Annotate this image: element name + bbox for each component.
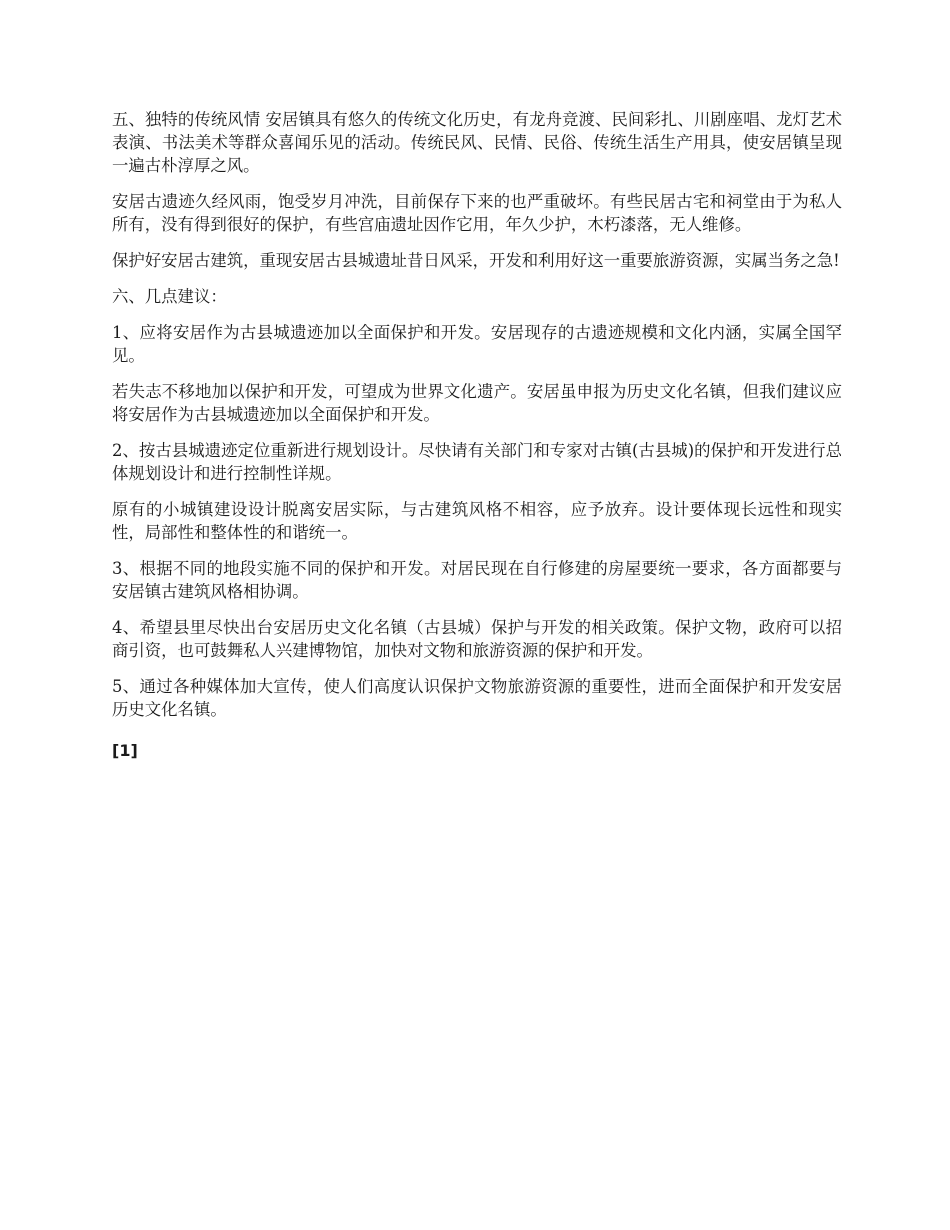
- paragraph-relic-damage: 安居古遗迹久经风雨，饱受岁月冲洗，目前保存下来的也严重破坏。有些民居古宅和祠堂由于为私人所有，没有得到很好的保护，有些宫庙遗址因作它用，年久少护，木朽漆落，无人维修。: [112, 192, 842, 234]
- paragraph-traditional-customs: 五、独特的传统风情 安居镇具有悠久的传统文化历史，有龙舟竞渡、民间彩扎、川剧座唱、龙灯艺术表演、书法美术等群众喜闻乐见的活动。传统民风、民情、民俗、传统生活生产用具，使安居镇呈现一遍古朴淳厚之风。: [112, 110, 842, 175]
- suggestion-1: 1、应将安居作为古县城遗迹加以全面保护和开发。安居现存的古遗迹规模和文化内涵，实属全国罕见。: [112, 323, 842, 365]
- suggestion-2-detail: 原有的小城镇建设设计脱离安居实际，与古建筑风格不相容，应予放弃。设计要体现长远性和现实性，局部性和整体性的和谐统一。: [112, 500, 842, 542]
- suggestion-3: 3、根据不同的地段实施不同的保护和开发。对居民现在自行修建的房屋要统一要求，各方面都要与安居镇古建筑风格相协调。: [112, 559, 842, 601]
- paragraph-protection-urgency: 保护好安居古建筑，重现安居古县城遗址昔日风采，开发和利用好这一重要旅游资源，实属当务之急!: [112, 251, 840, 270]
- suggestion-5: 5、通过各种媒体加大宣传，使人们高度认识保护文物旅游资源的重要性，进而全面保护和开发安居历史文化名镇。: [112, 677, 842, 719]
- suggestion-4: 4、希望县里尽快出台安居历史文化名镇（古县城）保护与开发的相关政策。保护文物，政府可以招商引资，也可鼓舞私人兴建博物馆，加快对文物和旅游资源的保护和开发。: [112, 618, 842, 660]
- suggestion-1-detail: 若失志不移地加以保护和开发，可望成为世界文化遗产。安居虽申报为历史文化名镇，但我们建议应将安居作为古县城遗迹加以全面保护和开发。: [112, 382, 842, 424]
- document-body: [112, 108, 842, 762]
- section-heading-suggestions: 六、几点建议：: [112, 287, 227, 306]
- suggestion-2: 2、按古县城遗迹定位重新进行规划设计。尽快请有关部门和专家对古镇(古县城)的保护和开发进行总体规划设计和进行控制性详规。: [112, 441, 842, 483]
- footnote-reference[interactable]: [1]: [112, 741, 138, 760]
